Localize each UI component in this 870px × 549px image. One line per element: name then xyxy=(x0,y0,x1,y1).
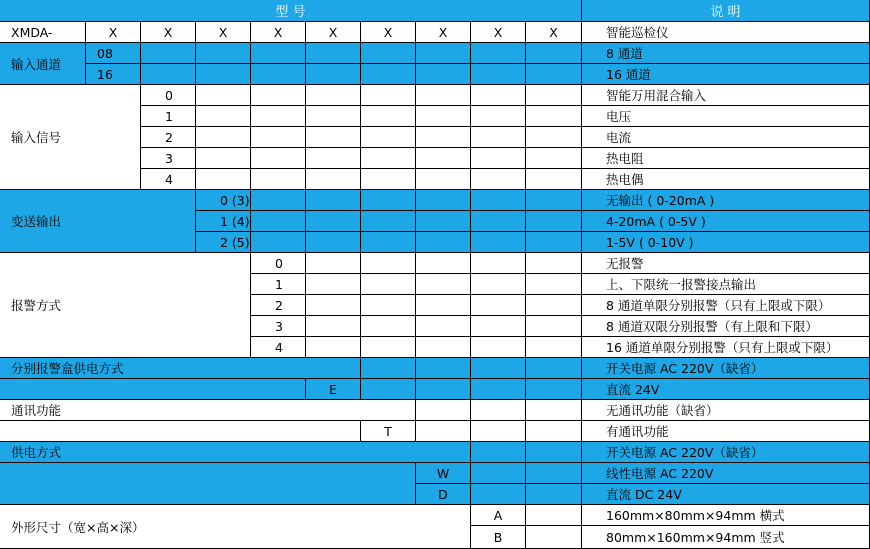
empty-cell xyxy=(416,358,471,379)
empty-cell xyxy=(471,85,526,106)
empty-cell xyxy=(526,148,582,169)
empty-cell xyxy=(416,85,471,106)
option-code-signal: 4 xyxy=(141,169,196,190)
empty-cell xyxy=(251,211,306,232)
empty-cell xyxy=(526,316,582,337)
empty-cell xyxy=(526,190,582,211)
model-description: 智能巡检仪 xyxy=(582,22,870,43)
empty-cell xyxy=(306,85,361,106)
option-description-signal: 电压 xyxy=(582,106,870,127)
group-label-transmit: 变送输出 xyxy=(0,190,196,253)
empty-cell xyxy=(526,106,582,127)
empty-cell xyxy=(471,253,526,274)
empty-cell xyxy=(416,64,471,85)
empty-cell xyxy=(361,85,416,106)
empty-cell xyxy=(526,526,582,549)
option-description-power: 开关电源 AC 220V（缺省） xyxy=(582,442,870,463)
empty-cell xyxy=(471,421,526,442)
empty-cell xyxy=(416,148,471,169)
option-description-signal: 智能万用混合输入 xyxy=(582,85,870,106)
empty-cell xyxy=(306,190,361,211)
empty-cell xyxy=(251,64,306,85)
empty-cell xyxy=(361,274,416,295)
empty-cell xyxy=(306,106,361,127)
empty-cell xyxy=(416,316,471,337)
option-description-alarm: 8 通道单限分别报警（只有上限或下限） xyxy=(582,295,870,316)
group-label-filler xyxy=(0,463,416,505)
option-description-transmit: 1-5V ( 0-10V ) xyxy=(582,232,870,253)
empty-cell xyxy=(251,85,306,106)
model-prefix: XMDA- xyxy=(0,22,86,43)
empty-cell xyxy=(306,64,361,85)
model-code-placeholder: X xyxy=(416,22,471,43)
empty-cell xyxy=(141,43,196,64)
group-label-alarm_box: 分别报警盒供电方式 xyxy=(0,358,361,379)
empty-cell xyxy=(471,274,526,295)
empty-cell xyxy=(526,232,582,253)
empty-cell xyxy=(196,64,251,85)
option-code-size: B xyxy=(471,526,526,549)
model-code-placeholder: X xyxy=(361,22,416,43)
option-code-alarm_box: E xyxy=(306,379,361,400)
empty-cell xyxy=(526,295,582,316)
empty-cell xyxy=(416,127,471,148)
empty-cell xyxy=(471,316,526,337)
empty-cell xyxy=(526,85,582,106)
empty-cell xyxy=(416,211,471,232)
option-description-channels: 8 通道 xyxy=(582,43,870,64)
empty-cell xyxy=(306,169,361,190)
empty-cell xyxy=(471,64,526,85)
empty-cell xyxy=(251,127,306,148)
model-code-placeholder: X xyxy=(141,22,196,43)
empty-cell xyxy=(526,274,582,295)
option-description-channels: 16 通道 xyxy=(582,64,870,85)
empty-cell xyxy=(306,337,361,358)
option-description-alarm: 无报警 xyxy=(582,253,870,274)
empty-cell xyxy=(416,337,471,358)
empty-cell xyxy=(471,106,526,127)
empty-cell xyxy=(196,85,251,106)
option-code-channels: 08 xyxy=(86,43,141,64)
group-label-filler xyxy=(0,379,306,400)
empty-cell xyxy=(471,211,526,232)
empty-cell xyxy=(306,211,361,232)
empty-cell xyxy=(471,169,526,190)
empty-cell xyxy=(526,337,582,358)
empty-cell xyxy=(306,274,361,295)
empty-cell xyxy=(526,64,582,85)
option-description-size: 160mm×80mm×94mm 横式 xyxy=(582,505,870,526)
empty-cell xyxy=(471,463,526,484)
option-description-alarm_box: 直流 24V xyxy=(582,379,870,400)
empty-cell xyxy=(251,43,306,64)
empty-cell xyxy=(251,106,306,127)
empty-cell xyxy=(526,442,582,463)
option-code-power: W xyxy=(416,463,471,484)
group-label-signal: 输入信号 xyxy=(0,85,141,190)
empty-cell xyxy=(361,295,416,316)
empty-cell xyxy=(306,148,361,169)
option-description-transmit: 无输出 ( 0-20mA ) xyxy=(582,190,870,211)
empty-cell xyxy=(361,148,416,169)
option-code-comm: T xyxy=(361,421,416,442)
model-code-placeholder: X xyxy=(196,22,251,43)
option-description-transmit: 4-20mA ( 0-5V ) xyxy=(582,211,870,232)
group-label-channels: 输入通道 xyxy=(0,43,86,85)
empty-cell xyxy=(251,148,306,169)
empty-cell xyxy=(251,190,306,211)
option-description-power: 直流 DC 24V xyxy=(582,484,870,505)
model-code-placeholder: X xyxy=(471,22,526,43)
empty-cell xyxy=(196,127,251,148)
option-description-signal: 热电偶 xyxy=(582,169,870,190)
empty-cell xyxy=(361,127,416,148)
empty-cell xyxy=(471,43,526,64)
empty-cell xyxy=(306,253,361,274)
option-code-alarm: 0 xyxy=(251,253,306,274)
empty-cell xyxy=(416,190,471,211)
option-code-alarm: 3 xyxy=(251,316,306,337)
empty-cell xyxy=(306,232,361,253)
empty-cell xyxy=(416,253,471,274)
header-description: 说 明 xyxy=(582,0,870,22)
empty-cell xyxy=(526,211,582,232)
empty-cell xyxy=(361,379,416,400)
empty-cell xyxy=(416,232,471,253)
empty-cell xyxy=(361,64,416,85)
empty-cell xyxy=(471,295,526,316)
empty-cell xyxy=(471,190,526,211)
empty-cell xyxy=(251,169,306,190)
empty-cell xyxy=(141,64,196,85)
empty-cell xyxy=(361,253,416,274)
empty-cell xyxy=(526,127,582,148)
model-code-placeholder: X xyxy=(526,22,582,43)
model-code-placeholder: X xyxy=(251,22,306,43)
empty-cell xyxy=(416,295,471,316)
option-code-size: A xyxy=(471,505,526,526)
group-label-comm: 通讯功能 xyxy=(0,400,416,421)
empty-cell xyxy=(526,505,582,526)
empty-cell xyxy=(526,400,582,421)
empty-cell xyxy=(471,400,526,421)
empty-cell xyxy=(416,43,471,64)
option-code-transmit: 1 (4) xyxy=(196,211,251,232)
option-description-comm: 有通讯功能 xyxy=(582,421,870,442)
option-code-transmit: 2 (5) xyxy=(196,232,251,253)
group-label-alarm: 报警方式 xyxy=(0,253,251,358)
empty-cell xyxy=(361,43,416,64)
empty-cell xyxy=(471,127,526,148)
empty-cell xyxy=(416,274,471,295)
option-description-signal: 热电阻 xyxy=(582,148,870,169)
empty-cell xyxy=(361,337,416,358)
group-label-size: 外形尺寸（宽×高×深） xyxy=(0,505,471,549)
empty-cell xyxy=(526,358,582,379)
empty-cell xyxy=(526,463,582,484)
empty-cell xyxy=(361,169,416,190)
empty-cell xyxy=(526,169,582,190)
empty-cell xyxy=(361,316,416,337)
option-code-transmit: 0 (3) xyxy=(196,190,251,211)
option-description-power: 线性电源 AC 220V xyxy=(582,463,870,484)
group-label-filler xyxy=(0,421,361,442)
empty-cell xyxy=(361,232,416,253)
empty-cell xyxy=(526,379,582,400)
empty-cell xyxy=(471,379,526,400)
empty-cell xyxy=(361,106,416,127)
option-description-alarm: 16 通道单限分别报警（只有上限或下限） xyxy=(582,337,870,358)
option-description-signal: 电流 xyxy=(582,127,870,148)
empty-cell xyxy=(526,421,582,442)
option-code-power: D xyxy=(416,484,471,505)
option-code-alarm: 4 xyxy=(251,337,306,358)
option-code-alarm: 1 xyxy=(251,274,306,295)
empty-cell xyxy=(361,190,416,211)
empty-cell xyxy=(416,421,471,442)
empty-cell xyxy=(306,127,361,148)
empty-cell xyxy=(306,295,361,316)
empty-cell xyxy=(471,484,526,505)
empty-cell xyxy=(416,400,471,421)
option-code-channels: 16 xyxy=(86,64,141,85)
option-description-alarm: 上、下限统一报警接点输出 xyxy=(582,274,870,295)
option-code-signal: 2 xyxy=(141,127,196,148)
empty-cell xyxy=(471,442,526,463)
empty-cell xyxy=(416,379,471,400)
option-description-comm: 无通讯功能（缺省） xyxy=(582,400,870,421)
option-code-signal: 0 xyxy=(141,85,196,106)
empty-cell xyxy=(306,316,361,337)
empty-cell xyxy=(416,169,471,190)
empty-cell xyxy=(196,43,251,64)
empty-cell xyxy=(526,484,582,505)
option-description-alarm_box: 开关电源 AC 220V（缺省） xyxy=(582,358,870,379)
empty-cell xyxy=(306,43,361,64)
option-description-size: 80mm×160mm×94mm 竖式 xyxy=(582,526,870,549)
option-code-signal: 1 xyxy=(141,106,196,127)
option-description-alarm: 8 通道双限分别报警（有上限和下限） xyxy=(582,316,870,337)
empty-cell xyxy=(361,358,416,379)
empty-cell xyxy=(361,211,416,232)
empty-cell xyxy=(526,253,582,274)
empty-cell xyxy=(471,232,526,253)
empty-cell xyxy=(196,148,251,169)
model-code-placeholder: X xyxy=(306,22,361,43)
empty-cell xyxy=(196,106,251,127)
empty-cell xyxy=(251,232,306,253)
group-label-power: 供电方式 xyxy=(0,442,471,463)
empty-cell xyxy=(471,148,526,169)
empty-cell xyxy=(196,169,251,190)
option-code-signal: 3 xyxy=(141,148,196,169)
empty-cell xyxy=(471,358,526,379)
empty-cell xyxy=(526,43,582,64)
model-code-placeholder: X xyxy=(86,22,141,43)
option-code-alarm: 2 xyxy=(251,295,306,316)
empty-cell xyxy=(416,106,471,127)
header-model: 型 号 xyxy=(0,0,582,22)
empty-cell xyxy=(471,337,526,358)
